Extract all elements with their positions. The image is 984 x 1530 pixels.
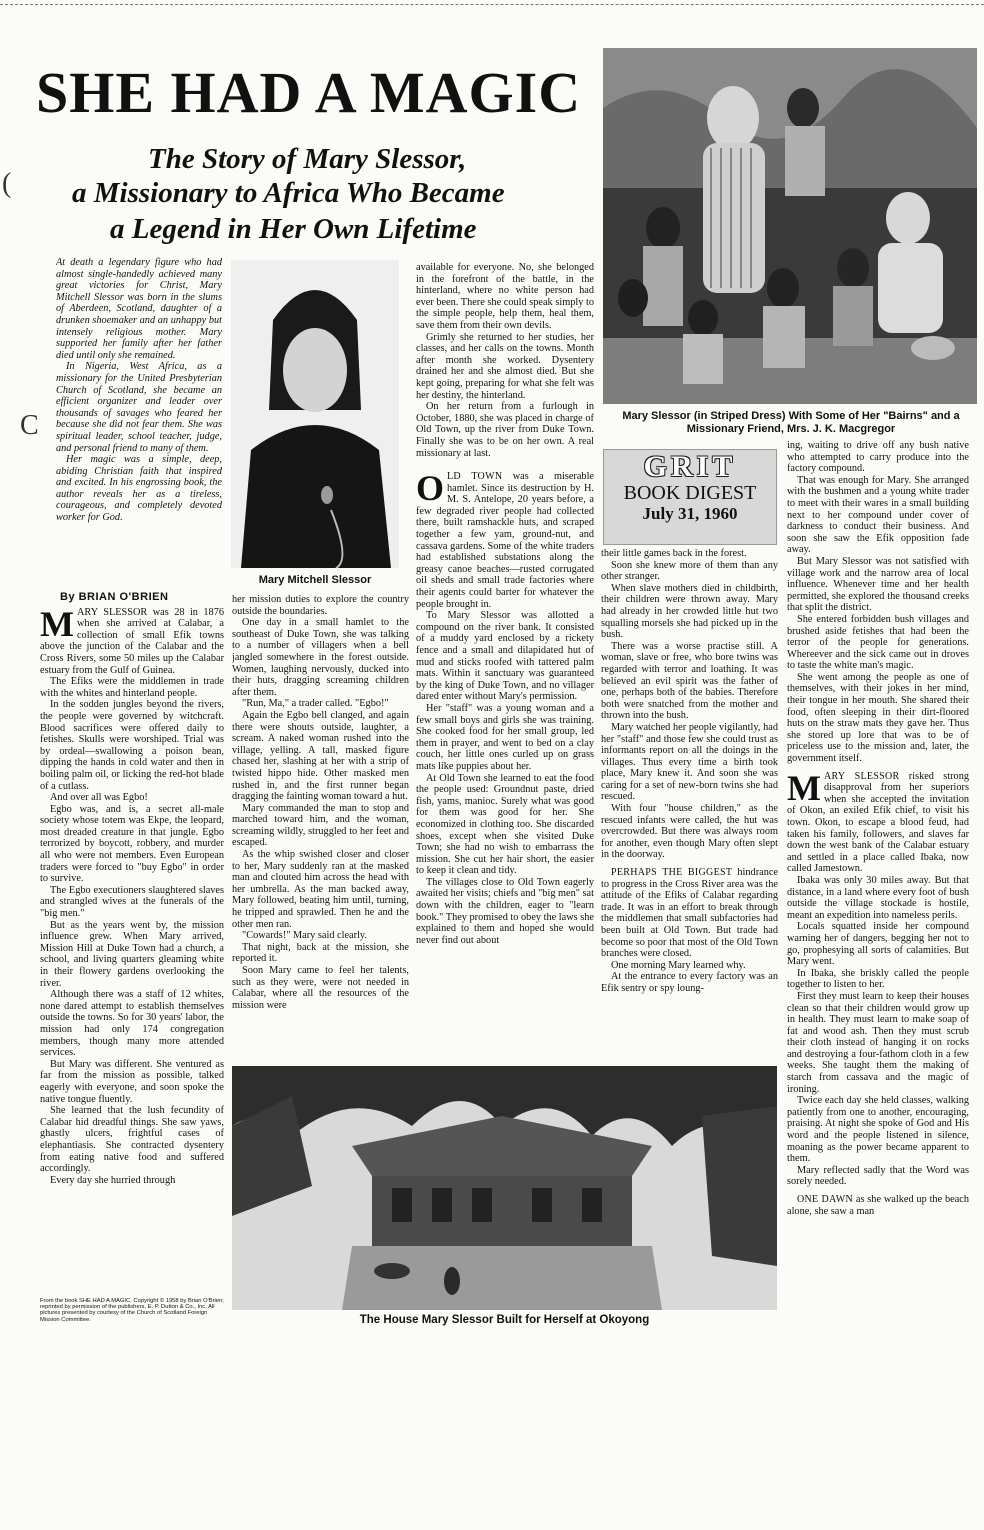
subheadline-line-1: The Story of Mary Slessor, <box>148 143 467 175</box>
margin-mark: C <box>20 410 39 441</box>
section-lead-paragraph: PERHAPS THE BIGGEST hindrance to progress in the Cross River area was the attitude of the Efiks of Calabar regarding trade. It was in an effort to break through the middlemen that small subfactories had been built at Old Town. But trade had become so poor that most of the Old Town branches were closed. <box>601 867 778 960</box>
paragraph: One day in a small hamlet to the southeast of Duke Town, she was talking to a number of villagers when a bell jangled somewhere in the forest outside. Women, laughing nervously, ducked into their huts, dragging screaming children after them. <box>232 617 409 698</box>
paragraph: ing, waiting to drive off any bush native who attempted to carry produce into the factory compound. <box>787 440 969 475</box>
portrait-illustration <box>231 260 399 568</box>
article-column-4 <box>601 548 778 1060</box>
byline: By BRIAN O'BRIEN <box>60 591 169 603</box>
group-photo <box>603 48 977 404</box>
intro-paragraph: In Nigeria, West Africa, as a missionary for the United Presbyterian Church of Scotland, she became an efficient organizer and leader over thousands of savages who feared her because she did not fear them. She was spiritual leader, school teacher, judge, and personal friend to many of them. <box>56 361 222 454</box>
paragraph: One morning Mary learned why. <box>611 959 746 971</box>
paragraph: Twice each day she held classes, walking patiently from one to another, encouraging, praising. At night she spoke of God and His word and the people listened in silence, moaning as the power became apparent to them. <box>787 1095 969 1165</box>
paragraph: At Old Town she learned to eat the food the people used: Groundnut paste, dried fish, yams, manioc. Surely what was good for them was good for her. She economized in clothing too. She discarded shoes, except when she visited Duke Town; she had no wish to embarrass the mission. She cut her hair short, the easier to keep it clean and tidy. <box>416 772 594 877</box>
portrait-caption: Mary Mitchell Slessor <box>258 574 372 586</box>
paragraph: Ibaka was only 30 miles away. But that distance, in a land where every foot of bush outside the village stockade is hostile, meant an expedition into nameless perils. <box>787 874 969 921</box>
group-photo-caption: Mary Slessor (in Striped Dress) With Some of Her "Bairns" and a Missionary Friend, Mrs. J. K. Macgregor <box>622 410 960 435</box>
paragraph: Although there was a staff of 12 whites, none dared attempt to establish themselves outside the towns. So for 30 years' labor, the mission had only 174 congregation members, though many more attended services. <box>40 989 224 1059</box>
house-photo-illustration <box>232 1066 777 1310</box>
subheadline-line-2: a Missionary to Africa Who Became <box>72 177 505 209</box>
paragraph: But as the years went by, the mission influence grew. When Mary arrived, Mission Hill at Duke Town had a church, a school, and living quarters gleaming white in their flowery gardens overlooking the river. <box>40 919 224 989</box>
paragraph: To Mary Slessor was allotted a compound on the river bank. It consisted of a muddy yard enclosed by a rickety fence and a small and dilapidated hut of mud and sticks roofed with tattered palm mats. Within it sanctuary was guaranteed by the king of Duke Town, and no villager dared enter without Mary's permission. <box>416 610 594 703</box>
paragraph: Soon she knew more of them than any other stranger. <box>601 559 778 583</box>
paragraph: She entered forbidden bush villages and brushed aside fetishes that had been the terror of the people for generations. Whereever and the sick came out in droves to taste the white man's magic. <box>787 613 969 672</box>
drop-cap: M <box>787 767 821 808</box>
section-lead-paragraph: OLD TOWN was a miserable hamlet. Since its destruction by H. M. S. Antelope, 20 years before, a few degraded river people had collected there, built ramshackle huts, and scraped together a few yam, ground-nut, and cassava gardens. Some of the white traders had established substations along the greasy canoe beaches—rusted corrugated oil sheds and small trade factories where their agents could barter for whatever the people brought in. <box>416 468 594 610</box>
grit-book-digest-box <box>603 449 777 545</box>
paragraph: Mary watched her people vigilantly, had her "staff" and those few she could trust as informants report on all the doings in the villages. Thus every time a birth took place, Mary knew it. And soon she was caring for a set of new-born twins she had rescued. <box>601 721 778 803</box>
paragraph: That was enough for Mary. She arranged with the bushmen and a young white trader to meet with their wares in a small building next to her compound under cover of darkness to conduct their business. And soon she saw the Efik opposition fade away. <box>787 474 969 556</box>
house-photo-caption: The House Mary Slessor Built for Herself at Okoyong <box>359 1314 650 1326</box>
paragraph: Every day she hurried through <box>50 1174 176 1186</box>
paragraph: There was a worse practise still. A woman, slave or free, who bore twins was regarded with terror and loathing. It was believed an evil spirit was the father of one, perhaps both of the babies. Therefore both were snatched from the mother and thrown into the bush. <box>601 640 778 722</box>
paragraph: She learned that the lush fecundity of Calabar hid dreadful things. She saw yaws, ghastly ulcers, frightful cases of elephantiasis. She contracted dysentery from eating native food and suffered accordingly. <box>40 1105 224 1175</box>
page-top-rule <box>0 4 984 5</box>
portrait-photo <box>231 260 399 568</box>
paragraph: That night, back at the mission, she reported it. <box>232 941 409 965</box>
paragraph: Again the Egbo bell clanged, and again there were shouts outside, laughter, a scream. A naked woman rushed into the village, yelling. A tall, masked figure chased her, slashing at her with a strip of twisted hippo hide. Other masked men rushed in, and the first runner began dragging the fainting woman toward a hut. <box>232 709 409 803</box>
subheadline-line-3: a Legend in Her Own Lifetime <box>110 213 477 245</box>
drop-cap: O <box>416 468 445 509</box>
paragraph: Her "staff" was a young woman and a few small boys and girls she was training. She cooked food for her small group, led them in prayer, and went to bed on a clay couch, her little ones curled up on grass mats like puppies about her. <box>416 702 594 772</box>
paragraph: Egbo was, and is, a secret all-male society whose totem was Ekpe, the leopard, most dreaded creature in that jungle. Egbo terrorized by boycott, robbery, and murder all who were not members. Even European traders were forced to "buy Egbo" in order to survive. <box>40 803 224 885</box>
paragraph: available for everyone. No, she belonged in the forefront of the battle, in the hinterland, where no white person had ever been. There she could speak simply to the simple people, help them, heal them, save them from their own devils. <box>416 262 594 331</box>
article-column-1 <box>40 588 224 1280</box>
intro-column <box>56 257 222 585</box>
paragraph: First they must learn to keep their houses clean so that their children would grow up in health. They must learn to make soap of fat and wood ash. Then they must scrub their cloth instead of hanging it on rocks and destroying a four-fathom cloth in a few weeks. She taught them the making of starch from cassava and the magic of ironing. <box>787 990 969 1095</box>
paragraph: her mission duties to explore the country outside the boundaries. <box>232 594 409 617</box>
paragraph: At the entrance to every factory was an Efik sentry or spy loung- <box>601 971 778 994</box>
paragraph: Soon Mary came to feel her talents, such as they were, were not needed in Calabar, where all the resources of the mission were <box>232 965 409 1011</box>
section-lead-paragraph: ONE DAWN as she walked up the beach alone, she saw a man <box>787 1194 969 1217</box>
paragraph: The Egbo executioners slaughtered slaves and strangled wives at the funerals of the "big men." <box>40 884 224 920</box>
paragraph: She went among the people as one of themselves, with their jokes in her mind, their tongue in her mouth. She shared their food, often sleeping in their dirt-floored huts on the straw mats they gave her. Thus she stored up lore that was to be of priceless use to the mission and, later, the government itself. <box>787 671 969 765</box>
lead-paragraph: MARY SLESSOR was 28 in 1876 when she arrived at Calabar, a collection of small Efik towns above the junction of the Calabar and the Cross Rivers, some 50 miles up the Calabar estuary from the Gulf of Guinea. <box>40 603 224 676</box>
copyright-credit: From the book SHE HAD A MAGIC. Copyright © 1958 by Brian O'Brien; reprinted by permission of the publishers, E. P. Dutton & Co., Inc. All pictures presented by courtesy of the Church of Scotland Foreign Mission Committee. <box>40 1298 224 1323</box>
section-lead-paragraph: MARY SLESSOR risked strong disapproval from her superiors when she accepted the invitation of Okon, an exiled Efik chief, to visit his town. Okon, to escape a blood feud, had taken his family, followers, and slaves far down the west bank of the Calabar estuary and settled in a place called Ibaka, now called Jamestown. <box>787 767 969 875</box>
paragraph: Locals squatted inside her compound warning her of dangers, begging her not to go, prophesying all sorts of calamities. But Mary went. <box>787 921 969 968</box>
paragraph: The villages close to Old Town eagerly awaited her visits; chiefs and "big men" sat down with the children, eager to "learn book." They promised to obey the laws she explained to them and hoped she would never find out about <box>416 876 594 946</box>
paragraph: "Cowards!" Mary said clearly. <box>242 930 367 942</box>
paragraph: In Ibaka, she briskly called the people together to listen to her. <box>787 967 969 991</box>
article-column-3 <box>416 262 594 1060</box>
paragraph: Mary commanded the man to stop and marched toward him, and the woman, screaming wildly, struggled to her feet and escaped. <box>232 802 409 849</box>
paragraph: Grimly she returned to her studies, her classes, and her calls on the towns. Month after month she worked. Dysentery drained her and she almost died. But she kept going, preparing for what she felt was her destiny, the hinterland. <box>416 331 594 401</box>
paragraph: The Efiks were the middlemen in trade with the whites and hinterland people. <box>40 676 224 699</box>
paragraph: Mary reflected sadly that the Word was sorely needed. <box>787 1164 969 1188</box>
paragraph: But Mary was different. She ventured as far from the mission as possible, talked eagerly with everyone, and soon spoke the native tongue fluently. <box>40 1058 224 1105</box>
paragraph: When slave mothers died in childbirth, their children were thrown away. Mary had already in her crowded little hut two squalling morsels she had picked up in the bush. <box>601 582 778 641</box>
margin-mark: ( <box>2 168 12 199</box>
paragraph: In the sodden jungles beyond the rivers, the people were governed by witchcraft. Blood sacrifices were offered daily to fetishes. Skulls were worshiped. Trial was by ordeal—swallowing a poison bean, dipping the hands in cold water and then in boiling palm oil, or licking the red-hot blade of a cutlass. <box>40 699 224 792</box>
paragraph: And over all was Egbo! <box>50 792 148 804</box>
paragraph: With four "house children," as the rescued infants were called, the hut was overcrowded. But there was always room for another, even though Mary often slept in the doorway. <box>601 803 778 861</box>
paragraph: But Mary Slessor was not satisfied with village work and the narrow area of local influence. Whenever time and her health permitted, she explored the thousand creeks that split the district. <box>787 555 969 614</box>
intro-paragraph: Her magic was a simple, deep, abiding Christian faith that inspired and excited. In his engrossing book, the author reveals her as a tireless, courageous, and completely devoted worker for God. <box>56 454 222 524</box>
digest-title: BOOK DIGEST <box>623 482 757 504</box>
intro-paragraph: At death a legendary figure who had almost single-handedly achieved many great victories for Christ, Mary Mitchell Slessor was born in the slums of Aberdeen, Scotland, daughter of a drunken shoemaker and an unhappy but intensely religious mother. Mary supported her family after her father died until only she remained. <box>56 257 222 361</box>
digest-date: July 31, 1960 <box>642 504 738 523</box>
paragraph: their little games back in the forest. <box>601 548 747 559</box>
group-photo-illustration <box>603 48 977 404</box>
paragraph: "Run, Ma," a trader called. "Egbo!" <box>242 698 389 710</box>
article-column-5 <box>787 440 969 1328</box>
house-photo <box>232 1066 777 1310</box>
headline: SHE HAD A MAGIC <box>36 60 582 125</box>
drop-cap: M <box>40 603 74 644</box>
paragraph: As the whip swished closer and closer to her, Mary suddenly ran at the masked man and clouted him across the head with her umbrella. As the man backed away, Mary followed, beating him until, turning, he tripped and sprawled. Then he and the other men ran. <box>232 849 409 930</box>
article-column-2 <box>232 594 409 1060</box>
paragraph: On her return from a furlough in October, 1880, she was placed in charge of Old Town, up the river from Duke Town. Finally she was to be on her own. A real missionary at last. <box>416 401 594 459</box>
digest-grit-logo: GRIT <box>643 450 737 483</box>
